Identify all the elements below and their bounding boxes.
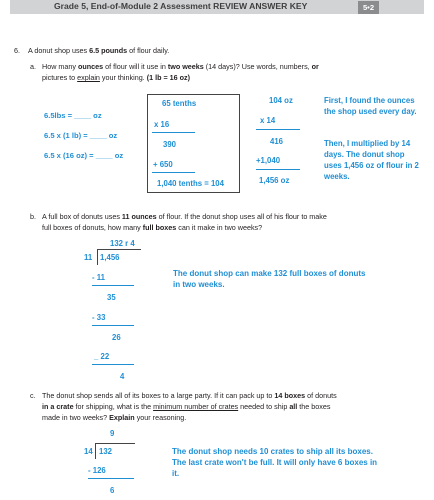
conversion-line-3: 6.5 x (16 oz) = ____ oz: [44, 151, 124, 160]
ounces-rule-2: [256, 169, 300, 170]
tenths-top: 65 tenths: [162, 99, 197, 108]
crates-quotient: 9: [110, 429, 115, 438]
explanation-note-1: First, I found the ounces the shop used every day.: [324, 96, 417, 116]
boxes-step-4: 26: [112, 333, 121, 342]
boxes-step-3: - 33: [92, 313, 106, 322]
boxes-remainder: 4: [120, 372, 125, 381]
boxes-step-2: 35: [107, 293, 116, 302]
part-b-question-line1: A full box of donuts uses 11 ounces of flour. If the donut shop uses all of his flour to make: [42, 212, 327, 221]
part-c-label: c.: [30, 391, 36, 400]
tenths-multiplier: x 16: [154, 120, 170, 129]
part-a-label: a.: [30, 62, 36, 71]
ounces-rule-1: [256, 129, 300, 130]
ounces-partial-1: 416: [270, 137, 284, 146]
problem-number: 6.: [14, 46, 20, 55]
part-a-question-line2: pictures to explain your thinking. (1 lb = 16 oz): [42, 73, 191, 82]
crates-remainder: 6: [110, 486, 115, 495]
boxes-rule-2: [92, 325, 134, 326]
conversion-line-2: 6.5 x (1 lb) = ____ oz: [44, 131, 118, 140]
ounces-partial-2: +1,040: [256, 156, 281, 165]
ounces-top: 104 oz: [269, 96, 293, 105]
crates-dividend: 132: [99, 447, 113, 456]
conversion-line-1: 6.5lbs = ____ oz: [44, 111, 102, 120]
part-b-label: b.: [30, 212, 36, 221]
crates-divisor: 14: [84, 447, 93, 456]
boxes-divisor: 11: [84, 253, 93, 262]
crates-step-1: - 126: [88, 466, 106, 475]
boxes-quotient: 132 r 4: [110, 239, 135, 248]
part-b-answer: The donut shop can make 132 full boxes of donuts in two weeks.: [173, 269, 366, 289]
tenths-rule-1: [152, 132, 195, 133]
part-c-question-line2: in a crate for shipping, what is the minimum number of crates needed to ship all the boxes: [42, 402, 331, 411]
module-badge: 5•2: [358, 1, 379, 14]
crates-rule-1: [88, 478, 134, 479]
ounces-total: 1,456 oz: [259, 176, 290, 185]
boxes-step-1: - 11: [92, 273, 106, 282]
tenths-total: 1,040 tenths = 104: [157, 179, 224, 188]
tenths-partial-2: + 650: [153, 160, 173, 169]
boxes-dividend: 1,456: [100, 253, 120, 262]
boxes-rule-1: [92, 285, 134, 286]
part-c-question-line3: made in two weeks? Explain your reasoning.: [42, 413, 187, 422]
explanation-note-2: Then, I multiplied by 14 days. The donut shop uses 1,456 oz of flour in 2 weeks.: [324, 139, 419, 181]
part-a-question-line1: How many ounces of flour will it use in two weeks (14 days)? Use words, numbers, or: [42, 62, 319, 71]
page-header-title: Grade 5, End-of-Module 2 Assessment REVIEW ANSWER KEY: [54, 1, 308, 11]
tenths-partial-1: 390: [163, 140, 177, 149]
part-c-answer: The donut shop needs 10 crates to ship all its boxes. The last crate won't be full. It will only have 6 boxes in it.: [172, 447, 378, 478]
part-c-question-line1: The donut shop sends all of its boxes to a large party. If it can pack up to 14 boxes of donuts: [42, 391, 337, 400]
ounces-multiplier: x 14: [260, 116, 276, 125]
boxes-rule-3: [92, 364, 134, 365]
part-b-question-line2: full boxes of donuts, how many full boxes can it make in two weeks?: [42, 223, 263, 232]
boxes-step-5: _ 22: [94, 352, 110, 361]
tenths-rule-2: [152, 172, 195, 173]
problem-intro: A donut shop uses 6.5 pounds of flour daily.: [28, 46, 170, 55]
